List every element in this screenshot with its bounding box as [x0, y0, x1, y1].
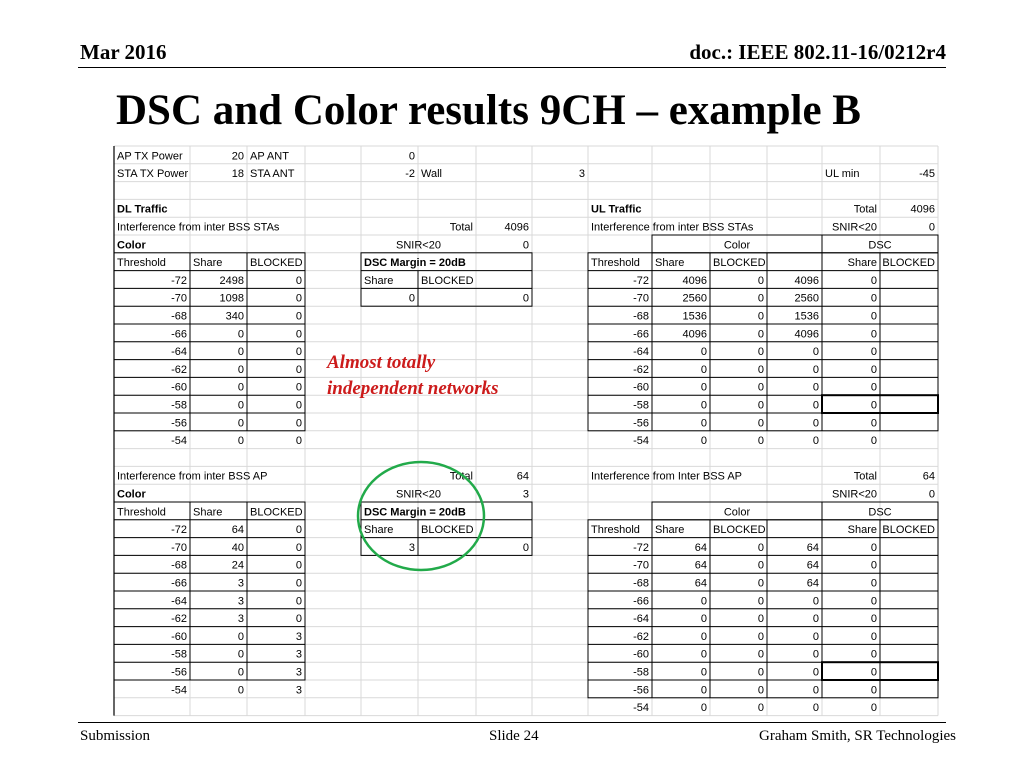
footer-author: Graham Smith, SR Technologies [759, 728, 956, 744]
ul-min-value: -45 [919, 168, 935, 181]
ul-sta-cell: 0 [812, 363, 819, 376]
ul-sta-cell: -72 [633, 274, 649, 287]
dl-ap-dsc-header: Share [364, 524, 394, 537]
ul-sta-cell: 0 [700, 399, 707, 412]
ul-ap-cell: 0 [870, 666, 877, 679]
ul-ap-snir-label: SNIR<20 [832, 488, 877, 501]
ul-sta-header: Share [655, 257, 685, 270]
ul-ap-cell: 0 [812, 666, 819, 679]
ul-ap-header: Threshold [591, 524, 640, 537]
dl-ap-cell: 0 [237, 666, 244, 679]
ul-color-label: Color [723, 239, 751, 252]
ul-ap-cell: 0 [757, 559, 764, 572]
slide-title: DSC and Color results 9CH – example B [116, 87, 861, 134]
dl-dsc-cell: 0 [522, 292, 529, 305]
ul-sta-cell: 0 [870, 363, 877, 376]
ul-sta-header: BLOCKED [713, 257, 766, 270]
dl-total-value: 4096 [504, 221, 529, 234]
dl-ap-cell: -72 [171, 524, 187, 537]
ul-dsc-header: BLOCKED [882, 257, 935, 270]
ul-dsc-header: Share [847, 257, 877, 270]
dl-ap-cell: -58 [171, 648, 187, 661]
ul-sta-cell: 0 [870, 417, 877, 430]
dl-ap-cell: -54 [171, 684, 187, 697]
dl-sta-cell: 0 [237, 381, 244, 394]
ul-ap-cell: -64 [633, 613, 649, 626]
sta-tx-power-label: STA TX Power [117, 168, 189, 181]
dl-ap-cell: 3 [295, 666, 302, 679]
ul-ap-total-label: Total [853, 470, 877, 483]
ul-ap-cell: 0 [870, 595, 877, 608]
ul-ap-cell: 0 [757, 613, 764, 626]
ul-sta-cell: -66 [633, 328, 649, 341]
dl-ap-dsc-cell: 0 [522, 541, 529, 554]
dl-sta-cell: 0 [237, 328, 244, 341]
dl-sta-cell: 0 [295, 435, 302, 448]
ul-ap-cell: 0 [870, 648, 877, 661]
dl-ap-cell: -62 [171, 613, 187, 626]
ul-sta-cell: 0 [757, 381, 764, 394]
ul-ap-cell: -68 [633, 577, 649, 590]
ul-sta-cell: 0 [700, 363, 707, 376]
annotation-line-2: independent networks [327, 378, 499, 399]
annotation-line-1: Almost totally [327, 352, 436, 373]
dl-ap-cell: 3 [295, 630, 302, 643]
ul-ap-cell: -62 [633, 630, 649, 643]
ul-total-value: 4096 [910, 203, 935, 216]
ul-sta-cell: 0 [757, 346, 764, 359]
dl-ap-cell: 3 [237, 613, 244, 626]
ul-ap-cell: 0 [812, 630, 819, 643]
dl-ap-snir-value: 3 [522, 488, 529, 501]
dl-ap-cell: 24 [231, 559, 244, 572]
ul-ap-cell: -58 [633, 666, 649, 679]
ul-ap-cell: 0 [812, 613, 819, 626]
ul-sta-cell: 0 [757, 328, 764, 341]
dl-sta-cell: 0 [295, 399, 302, 412]
ul-sta-cell: 0 [700, 435, 707, 448]
dl-ap-dsc-cell: 3 [408, 541, 415, 554]
ul-ap-cell: 0 [700, 702, 707, 715]
dl-ap-cell: 0 [237, 684, 244, 697]
dl-ap-cell: 3 [295, 648, 302, 661]
dl-sta-cell: 340 [225, 310, 244, 323]
dl-sta-cell: 0 [237, 417, 244, 430]
dl-sta-cell: -54 [171, 435, 187, 448]
footer-submission: Submission [80, 728, 151, 744]
ul-sta-cell: -58 [633, 399, 649, 412]
ul-sta-cell: 0 [757, 363, 764, 376]
ul-sta-cell: -68 [633, 310, 649, 323]
dl-ap-dsc-header: BLOCKED [421, 524, 474, 537]
wall-label: Wall [421, 168, 442, 181]
ul-ap-cell: -70 [633, 559, 649, 572]
dl-ap-cell: 0 [295, 613, 302, 626]
ul-sta-cell: 1536 [794, 310, 819, 323]
ul-dsc-label: DSC [868, 239, 892, 252]
ul-sta-cell: 0 [870, 346, 877, 359]
dl-sta-header: BLOCKED [250, 257, 303, 270]
dl-ap-header: Threshold [117, 506, 166, 519]
ul-sta-cell: 2560 [794, 292, 819, 305]
ap-tx-power-label: AP TX Power [117, 150, 183, 163]
ul-ap-cell: 0 [757, 595, 764, 608]
dl-sta-cell: -68 [171, 310, 187, 323]
ul-sta-cell: 0 [870, 328, 877, 341]
dl-sta-cell: 0 [237, 435, 244, 448]
dl-ap-cell: -70 [171, 541, 187, 554]
dl-sta-cell: -62 [171, 363, 187, 376]
dl-dsc-header: BLOCKED [421, 274, 474, 287]
ul-sta-cell: 0 [700, 346, 707, 359]
ul-ap-cell: 0 [812, 702, 819, 715]
sta-ant-label: STA ANT [250, 168, 295, 181]
wall-value: 3 [578, 168, 585, 181]
dl-ap-cell: 0 [295, 577, 302, 590]
dl-ap-snir-label: SNIR<20 [396, 488, 441, 501]
ul-ap-cell: 0 [700, 630, 707, 643]
ul-ap-cell: 0 [870, 702, 877, 715]
ul-sta-cell: 0 [757, 274, 764, 287]
ul-ap-cell: 64 [806, 559, 819, 572]
ul-ap-cell: 0 [700, 648, 707, 661]
ul-sta-cell: 0 [870, 399, 877, 412]
dl-ap-cell: 3 [237, 595, 244, 608]
dl-ap-total-label: Total [449, 470, 473, 483]
dl-snir-value: 0 [522, 239, 529, 252]
ul-sta-cell: 0 [812, 381, 819, 394]
footer-rule [78, 722, 946, 723]
ul-sta-cell: -64 [633, 346, 649, 359]
dl-sta-cell: -58 [171, 399, 187, 412]
dl-sta-cell: 0 [295, 310, 302, 323]
dl-traffic-label: DL Traffic [117, 203, 168, 216]
ul-ap-cell: 64 [694, 577, 707, 590]
ul-ap-cell: -66 [633, 595, 649, 608]
ul-ap-cell: 0 [870, 577, 877, 590]
ul-ap-header: BLOCKED [713, 524, 766, 537]
ul-ap-dsc-header: Share [847, 524, 877, 537]
ul-sta-cell: 0 [812, 346, 819, 359]
ul-ap-cell: -72 [633, 541, 649, 554]
dl-ap-cell: 0 [237, 630, 244, 643]
dl-sta-cell: 2498 [219, 274, 244, 287]
ul-ap-header: Share [655, 524, 685, 537]
dl-ap-cell: -66 [171, 577, 187, 590]
ul-sta-cell: -54 [633, 435, 649, 448]
ul-ap-cell: 64 [806, 541, 819, 554]
ul-sta-cell: -60 [633, 381, 649, 394]
dl-ap-cell: 0 [295, 595, 302, 608]
dl-interf-ap-label: Interference from inter BSS AP [117, 470, 268, 483]
ul-sta-cell: 0 [870, 381, 877, 394]
dl-sta-cell: 0 [295, 292, 302, 305]
dl-ap-cell: -68 [171, 559, 187, 572]
ul-ap-color-label: Color [723, 506, 751, 519]
ul-sta-cell: 0 [700, 417, 707, 430]
ul-ap-cell: 0 [757, 630, 764, 643]
ul-ap-cell: 0 [700, 595, 707, 608]
ul-ap-cell: 0 [757, 666, 764, 679]
dl-sta-cell: -60 [171, 381, 187, 394]
ul-ap-dsc-header: BLOCKED [882, 524, 935, 537]
ul-ap-total-value: 64 [922, 470, 935, 483]
dl-ap-cell: 3 [237, 577, 244, 590]
ul-ap-cell: -60 [633, 648, 649, 661]
dl-dsc-margin-label: DSC Margin = 20dB [364, 257, 466, 270]
ul-ap-cell: 64 [806, 577, 819, 590]
dl-total-label: Total [449, 221, 473, 234]
ul-sta-cell: 0 [870, 274, 877, 287]
ul-ap-cell: 0 [870, 559, 877, 572]
ul-sta-cell: 0 [812, 435, 819, 448]
ul-ap-cell: 0 [870, 684, 877, 697]
ul-ap-cell: 0 [757, 684, 764, 697]
ul-total-label: Total [853, 203, 877, 216]
ul-sta-cell: 0 [870, 310, 877, 323]
ul-sta-cell: -62 [633, 363, 649, 376]
dl-sta-cell: -64 [171, 346, 187, 359]
dl-ap-cell: 0 [295, 541, 302, 554]
ul-sta-cell: 0 [812, 399, 819, 412]
ul-sta-cell: 4096 [794, 328, 819, 341]
ul-ap-cell: 0 [870, 541, 877, 554]
dl-snir-label: SNIR<20 [396, 239, 441, 252]
dl-ap-cell: -64 [171, 595, 187, 608]
dl-sta-cell: 0 [295, 274, 302, 287]
ul-ap-cell: 0 [812, 648, 819, 661]
dl-sta-cell: 0 [295, 417, 302, 430]
annotation-note [327, 350, 499, 402]
ul-min-label: UL min [825, 168, 860, 181]
dl-dsc-header: Share [364, 274, 394, 287]
ul-ap-dsc-label: DSC [868, 506, 892, 519]
ul-sta-cell: 0 [757, 310, 764, 323]
dl-ap-cell: 0 [295, 524, 302, 537]
ul-ap-cell: 0 [870, 613, 877, 626]
ul-interf-sta-label: Interference from inter BSS STAs [591, 221, 754, 234]
ul-sta-cell: 0 [757, 399, 764, 412]
ap-ant-label: AP ANT [250, 150, 289, 163]
ul-sta-cell: 4096 [682, 274, 707, 287]
ul-ap-cell: 64 [694, 541, 707, 554]
ul-ap-cell: -54 [633, 702, 649, 715]
ul-sta-cell: 0 [757, 292, 764, 305]
ul-snir-label: SNIR<20 [832, 221, 877, 234]
dl-sta-header: Share [193, 257, 223, 270]
dl-ap-cell: 64 [231, 524, 244, 537]
dl-sta-cell: 0 [295, 328, 302, 341]
ul-ap-snir-value: 0 [928, 488, 935, 501]
dl-ap-header: BLOCKED [250, 506, 303, 519]
ul-sta-cell: -56 [633, 417, 649, 430]
dl-sta-cell: 1098 [219, 292, 244, 305]
ul-snir-value: 0 [928, 221, 935, 234]
ul-ap-cell: 0 [700, 666, 707, 679]
dl-ap-cell: 3 [295, 684, 302, 697]
dl-ap-header: Share [193, 506, 223, 519]
ul-ap-cell: 0 [757, 648, 764, 661]
ap-ant-value: 0 [408, 150, 415, 163]
footer-slide-number: Slide 24 [489, 728, 539, 744]
ul-sta-cell: 2560 [682, 292, 707, 305]
dl-ap-total-value: 64 [516, 470, 529, 483]
ul-sta-cell: -70 [633, 292, 649, 305]
dl-sta-cell: 0 [237, 399, 244, 412]
ul-ap-cell: 0 [700, 684, 707, 697]
ul-ap-cell: 64 [694, 559, 707, 572]
dl-sta-cell: 0 [295, 363, 302, 376]
dl-ap-cell: 0 [295, 559, 302, 572]
ul-sta-cell: 1536 [682, 310, 707, 323]
ul-sta-cell: 0 [700, 381, 707, 394]
ap-tx-power-value: 20 [231, 150, 244, 163]
dl-ap-cell: 40 [231, 541, 244, 554]
ul-sta-cell: 0 [870, 435, 877, 448]
ul-ap-cell: 0 [870, 630, 877, 643]
dl-ap-cell: 0 [237, 648, 244, 661]
dl-sta-cell: 0 [295, 381, 302, 394]
sta-ant-value: -2 [405, 168, 415, 181]
ul-sta-cell: 0 [757, 417, 764, 430]
ul-ap-cell: -56 [633, 684, 649, 697]
ul-sta-cell: 4096 [794, 274, 819, 287]
dl-ap-cell: -60 [171, 630, 187, 643]
sta-tx-power-value: 18 [231, 168, 244, 181]
dl-dsc-cell: 0 [408, 292, 415, 305]
ul-sta-cell: 0 [812, 417, 819, 430]
dl-sta-cell: -66 [171, 328, 187, 341]
dl-color-label: Color [117, 239, 146, 252]
dl-sta-header: Threshold [117, 257, 166, 270]
dl-interf-sta-label: Interference from inter BSS STAs [117, 221, 280, 234]
header-date: Mar 2016 [80, 40, 167, 64]
dl-sta-cell: -56 [171, 417, 187, 430]
dl-ap-dsc-margin-label: DSC Margin = 20dB [364, 506, 466, 519]
dl-sta-cell: 0 [295, 346, 302, 359]
ul-ap-cell: 0 [757, 702, 764, 715]
ul-ap-cell: 0 [757, 577, 764, 590]
ul-sta-cell: 0 [757, 435, 764, 448]
ul-sta-cell: 4096 [682, 328, 707, 341]
header-doc-id: doc.: IEEE 802.11-16/0212r4 [689, 40, 946, 64]
dl-sta-cell: 0 [237, 363, 244, 376]
dl-sta-cell: -72 [171, 274, 187, 287]
dl-sta-cell: -70 [171, 292, 187, 305]
ul-traffic-label: UL Traffic [591, 203, 642, 216]
ul-sta-header: Threshold [591, 257, 640, 270]
ul-sta-cell: 0 [870, 292, 877, 305]
dl-ap-cell: -56 [171, 666, 187, 679]
dl-ap-color-label: Color [117, 488, 146, 501]
ul-ap-cell: 0 [757, 541, 764, 554]
ul-interf-ap-label: Interference from Inter BSS AP [591, 470, 743, 483]
ul-ap-cell: 0 [812, 684, 819, 697]
ul-ap-cell: 0 [700, 613, 707, 626]
ul-ap-cell: 0 [812, 595, 819, 608]
dl-sta-cell: 0 [237, 346, 244, 359]
